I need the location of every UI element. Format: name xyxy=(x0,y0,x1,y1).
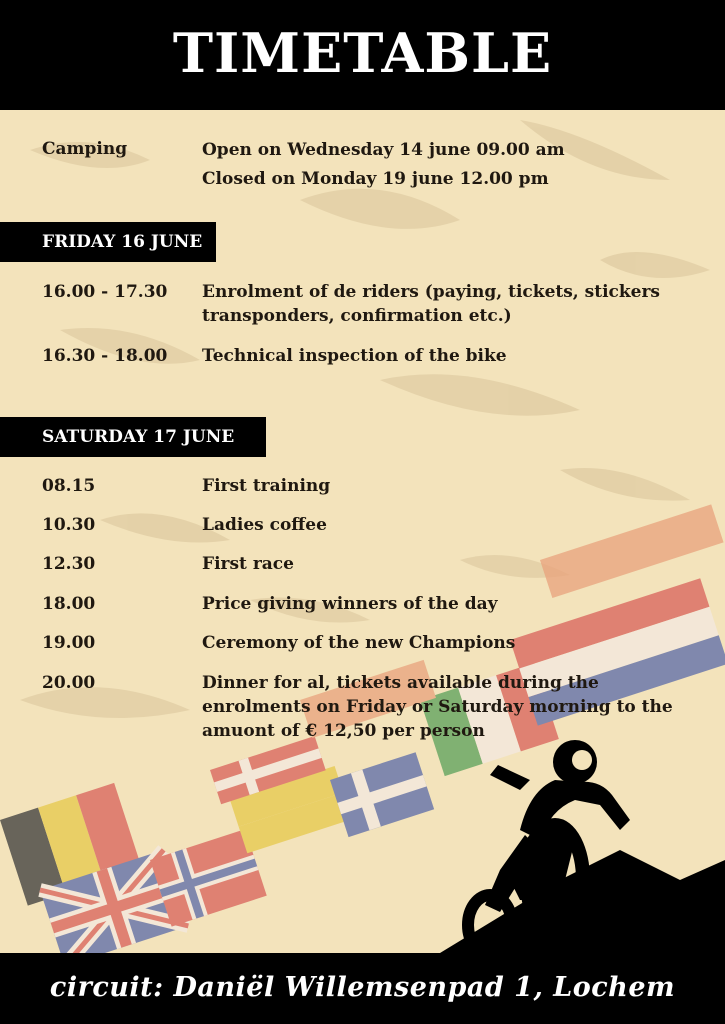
friday-text-1: Enrolment of de riders (paying, tickets, stickers transponders, confirmation etc.) xyxy=(202,282,660,326)
camping-closed-line: Closed on Monday 19 june 12.00 pm xyxy=(202,169,549,189)
saturday-time-1: 08.15 xyxy=(42,476,96,496)
saturday-time-5: 19.00 xyxy=(42,633,96,653)
saturday-time-2: 10.30 xyxy=(42,515,96,535)
saturday-text-5: Ceremony of the new Champions xyxy=(202,633,516,653)
friday-time-1: 16.00 - 17.30 xyxy=(42,282,168,302)
saturday-heading-band xyxy=(0,417,266,457)
camping-open-line: Open on Wednesday 14 june 09.00 am xyxy=(202,140,565,160)
camping-label: Camping xyxy=(42,139,128,159)
friday-time-2: 16.30 - 18.00 xyxy=(42,346,168,366)
saturday-time-3: 12.30 xyxy=(42,554,96,574)
saturday-text-6: Dinner for al, tickets available during the enrolments on Friday or Saturday morning to the amuont of € 12,50 per person xyxy=(202,673,673,741)
saturday-text-2: Ladies coffee xyxy=(202,515,327,535)
page-title: TIMETABLE xyxy=(172,21,553,85)
friday-text-2: Technical inspection of the bike xyxy=(202,346,507,366)
header-bar xyxy=(0,0,725,110)
friday-heading: FRIDAY 16 JUNE xyxy=(42,232,203,252)
circuit-address: circuit: Daniël Willemsenpad 1, Lochem xyxy=(49,972,676,1003)
footer-bar xyxy=(0,953,725,1024)
saturday-time-4: 18.00 xyxy=(42,594,96,614)
saturday-text-1: First training xyxy=(202,476,331,496)
friday-heading-band xyxy=(0,222,216,262)
saturday-text-3: First race xyxy=(202,554,294,574)
saturday-text-4: Price giving winners of the day xyxy=(202,594,498,614)
saturday-heading: SATURDAY 17 JUNE xyxy=(42,427,235,447)
saturday-time-6: 20.00 xyxy=(42,673,96,693)
